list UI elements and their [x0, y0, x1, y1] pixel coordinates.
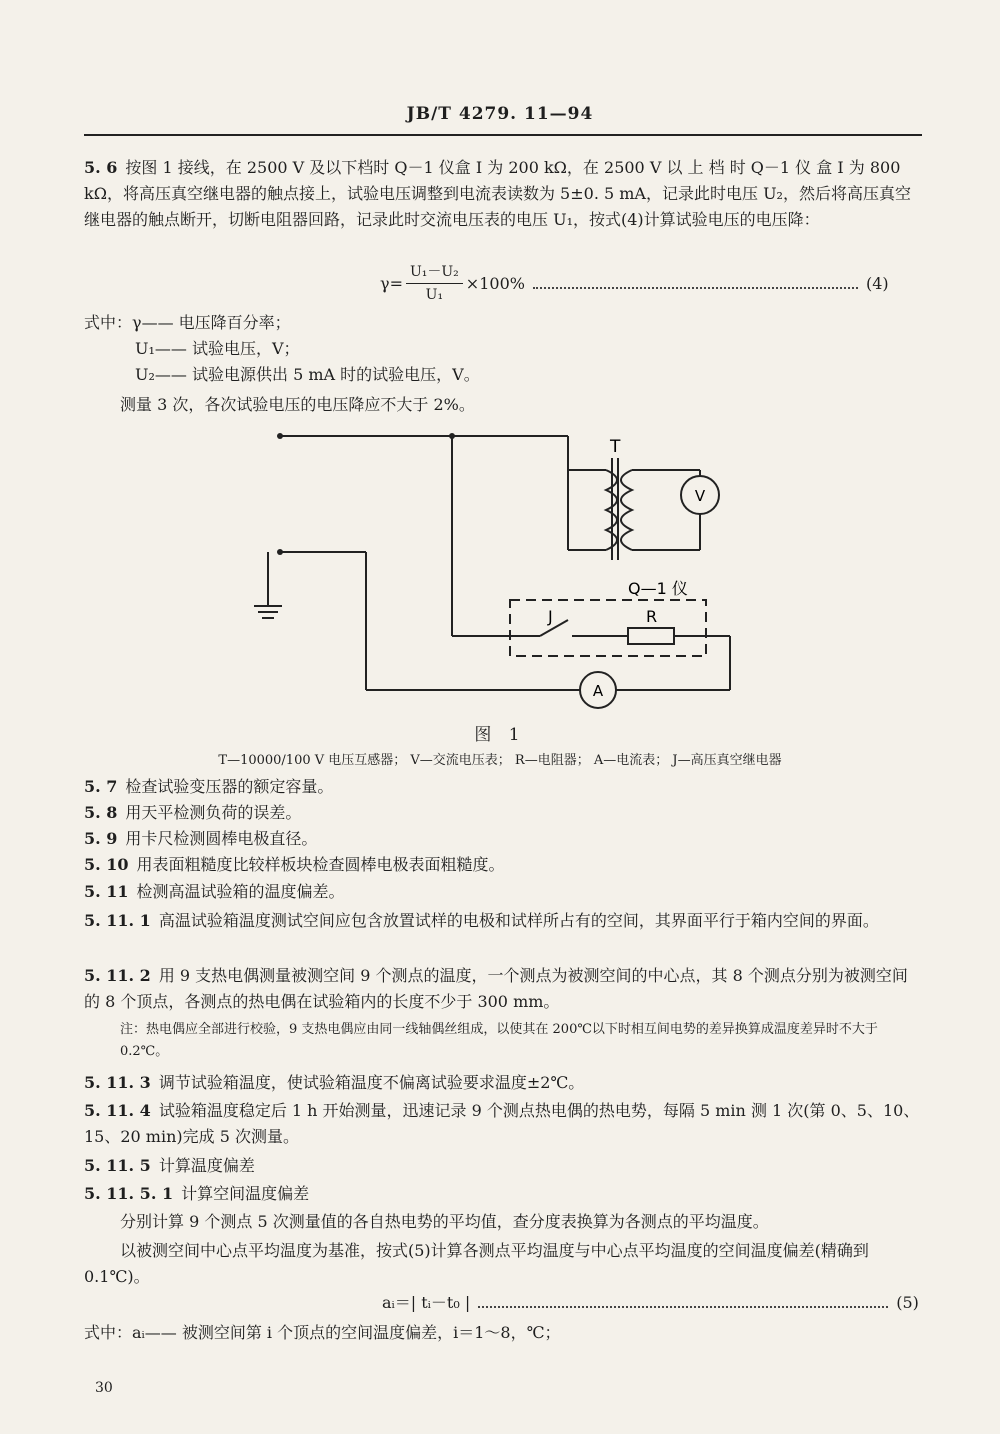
clause-5-11-1	[84, 908, 922, 934]
thermocouple-note: 注：热电偶应全部进行校验，9 支热电偶应由同一线轴偶丝组成，以使其在 200℃以下时相互间电势的差异换算成温度差异时不大于 0.2℃。	[120, 1022, 878, 1059]
clause-5-11-2	[84, 963, 922, 1015]
clause-number: 5. 11. 5	[84, 1156, 151, 1175]
clause-text: 试验箱温度稳定后 1 h 开始测量，迅速记录 9 个测点热电偶的热电势，每隔 5 min 测 1 次(第 0、5、10、15、20 min)完成 5 次测量。	[84, 1101, 920, 1146]
clause-5-9	[84, 826, 922, 852]
clause-number: 5. 8	[84, 803, 118, 822]
figure-title: 图 1	[474, 725, 526, 745]
where-u2: U₂—— 试验电源供出 5 mA 时的试验电压，V。	[135, 365, 480, 384]
figure-legend: T—10000/100 V 电压互感器； V—交流电压表； R—电阻器； A—电流表； J—高压真空继电器	[218, 753, 782, 768]
standard-code-header: JB/T 4279. 11—94	[406, 104, 594, 124]
clause-text: 用天平检测负荷的误差。	[125, 803, 302, 822]
label-J: J	[548, 607, 553, 626]
clause-text: 检查试验变压器的额定容量。	[125, 777, 334, 796]
clause-number: 5. 11	[84, 882, 129, 901]
clause-number: 5. 11. 2	[84, 966, 151, 985]
where-u1: U₁—— 试验电压，V；	[135, 339, 300, 358]
clause-number: 5. 11. 4	[84, 1101, 151, 1120]
clause-text: 用 9 支热电偶测量被测空间 9 个测点的温度，一个测点为被测空间的中心点，其 8 个测点分别为被测空间的 8 个顶点，各测点的热电偶在试验箱内的长度不少于 300 mm。	[84, 966, 908, 1011]
clause-5-11-5-1	[84, 1181, 922, 1207]
calc-paragraph-2: 以被测空间中心点平均温度为基准，按式(5)计算各测点平均温度与中心点平均温度的空间温度偏差(精确到 0.1℃)。	[84, 1241, 869, 1286]
label-R: R	[646, 607, 658, 626]
where-a: 式中：aᵢ—— 被测空间第 i 个顶点的空间温度偏差，i＝1～8，℃；	[84, 1323, 561, 1342]
formula-lhs: γ=	[380, 273, 403, 293]
fraction-numerator: U₁－U₂	[406, 262, 463, 284]
clause-text: 调节试验箱温度，使试验箱温度不偏离试验要求温度±2℃。	[158, 1073, 585, 1092]
leader-dots	[478, 1298, 888, 1308]
clause-number: 5. 9	[84, 829, 118, 848]
measure-note: 测量 3 次，各次试验电压的电压降应不大于 2%。	[120, 395, 475, 414]
label-Q: Q—1 仪	[628, 579, 688, 598]
clause-5-7	[84, 774, 922, 800]
clause-text: 计算空间温度偏差	[181, 1184, 310, 1203]
clause-5-8	[84, 800, 922, 826]
label-T: T	[610, 437, 621, 457]
clause-number: 5. 7	[84, 777, 118, 796]
where-lead: 式中：γ—— 电压降百分率；	[84, 313, 291, 332]
clause-text: 计算温度偏差	[158, 1156, 255, 1175]
clause-5-11-5	[84, 1153, 922, 1179]
clause-number: 5. 11. 1	[84, 911, 151, 930]
label-A: A	[592, 682, 604, 700]
clause-5-11-3	[84, 1070, 922, 1096]
clause-text: 检测高温试验箱的温度偏差。	[136, 882, 345, 901]
formula-tag: (5)	[896, 1293, 919, 1312]
clause-number: 5. 10	[84, 855, 129, 874]
formula-rhs: ×100%	[465, 273, 525, 293]
label-V: V	[694, 487, 706, 505]
clause-text: 用卡尺检测圆棒电极直径。	[125, 829, 318, 848]
clause-5-10	[84, 852, 922, 878]
clause-5-11	[84, 879, 922, 905]
clause-text: 按图 1 接线，在 2500 V 及以下档时 Q－1 仪盒 Ⅰ 为 200 kΩ，在 2500 V 以 上 档 时 Q－1 仪 盒 Ⅰ 为 800 kΩ，将高压真空继电器的触点接上，试验电压调整到电流表读数为 5±0. 5 mA，记录此时电压 U₂，然后将高压真空继电器的触点断开，切断电阻器回路，记录此时交流电压表的电压 U₁，按式(4)计算试验电压的电压降：	[84, 158, 911, 229]
formula-tag: (4)	[865, 273, 889, 293]
page-number: 30	[95, 1380, 113, 1396]
clause-number: 5. 11. 3	[84, 1073, 151, 1092]
clause-text: 用表面粗糙度比较样板块检查圆棒电极表面粗糙度。	[136, 855, 505, 874]
clause-text: 高温试验箱温度测试空间应包含放置试样的电极和试样所占有的空间，其界面平行于箱内空间的界面。	[158, 911, 879, 930]
fraction-denominator: U₁	[425, 287, 444, 303]
formula-5	[382, 1293, 919, 1313]
formula-expr: aᵢ＝| tᵢ－t₀ |	[382, 1293, 471, 1312]
calc-paragraph-1: 分别计算 9 个测点 5 次测量值的各自热电势的平均值，查分度表换算为各测点的平均温度。	[120, 1212, 769, 1231]
clause-number: 5. 6	[84, 158, 118, 177]
clause-5-11-4	[84, 1098, 922, 1150]
clause-number: 5. 11. 5. 1	[84, 1184, 174, 1203]
